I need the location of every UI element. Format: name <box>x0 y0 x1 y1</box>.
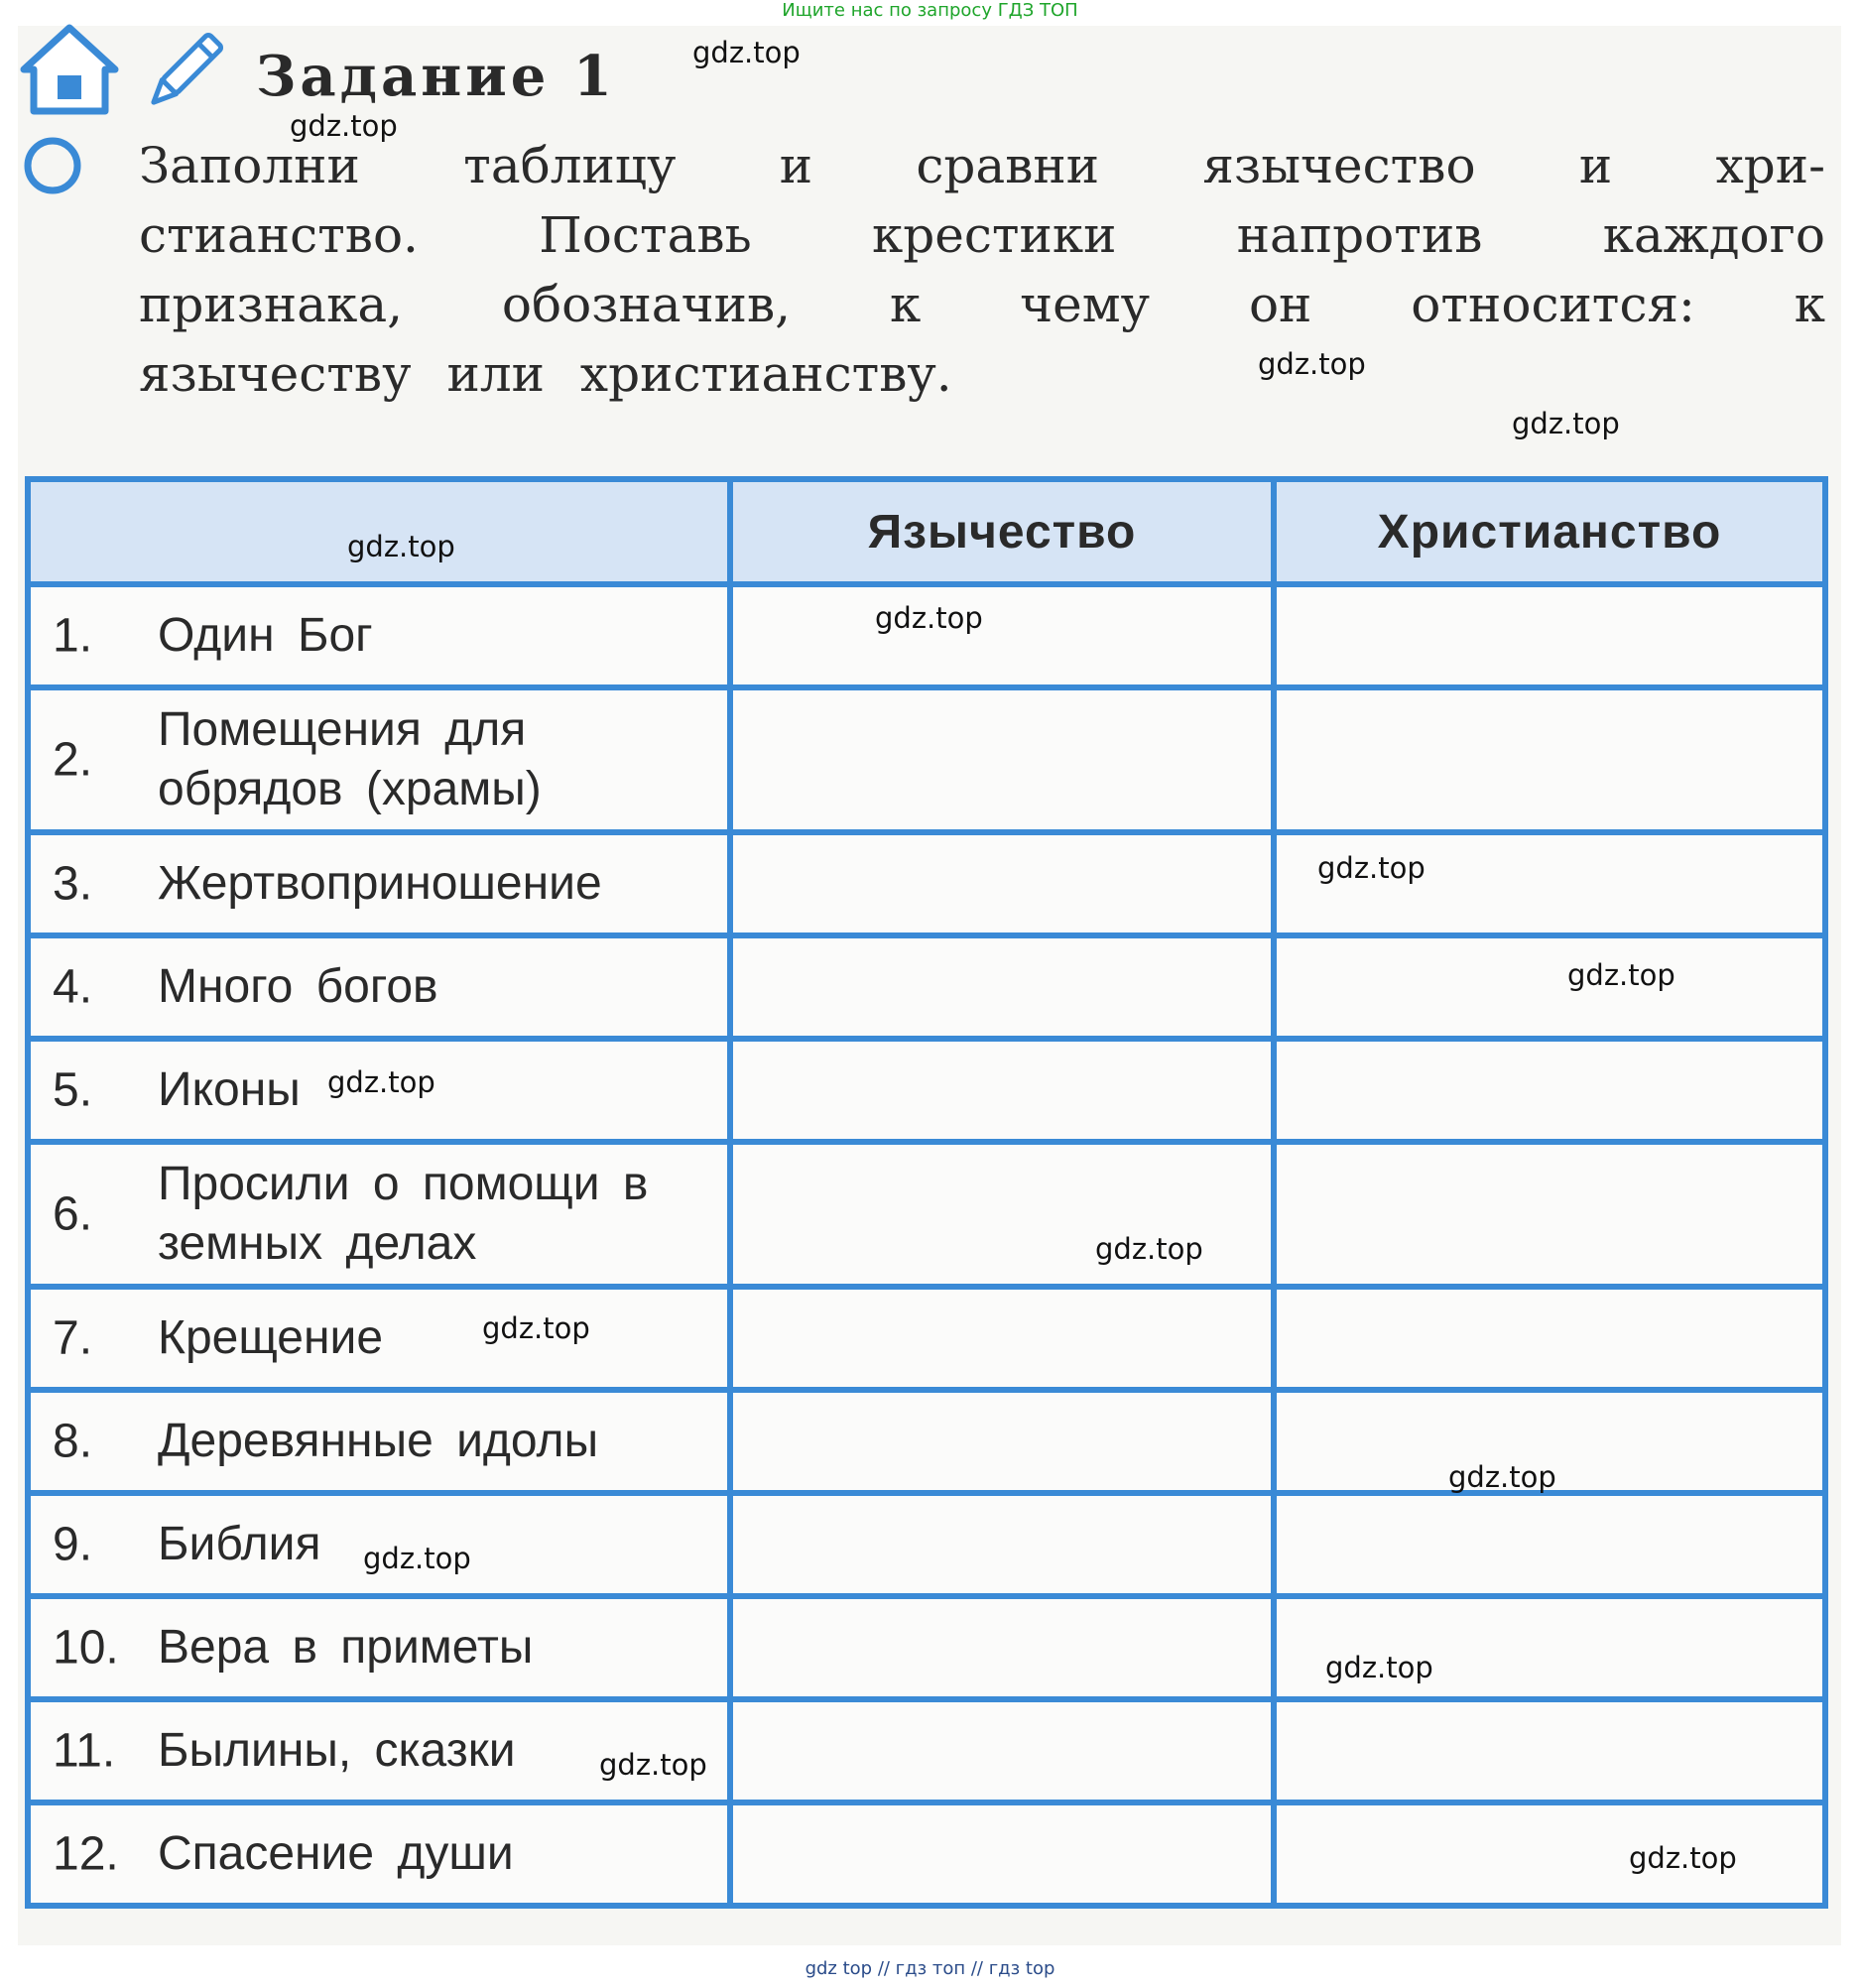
table-row <box>28 1699 1825 1802</box>
paganism-answer-cell[interactable] <box>730 687 1274 832</box>
instruction-line-2: стианство. Поставь крестики напротив каждого <box>139 206 1825 264</box>
feature-cell: 10. Вера в приметы <box>28 1596 730 1699</box>
watermark: gdz.top <box>1629 1841 1737 1875</box>
watermark: gdz.top <box>1258 347 1366 381</box>
table-row <box>28 1802 1825 1906</box>
instruction-line-3: признака, обозначив, к чему он относится: к <box>139 276 1825 333</box>
paganism-answer-cell[interactable] <box>730 1493 1274 1596</box>
feature-cell: 5. Иконы <box>28 1039 730 1142</box>
table-row <box>28 832 1825 935</box>
watermark: gdz.top <box>1317 851 1426 885</box>
watermark: gdz.top <box>875 601 983 635</box>
christianity-answer-cell[interactable] <box>1274 935 1825 1039</box>
table-row <box>28 1287 1825 1390</box>
table-row <box>28 687 1825 832</box>
christianity-answer-cell[interactable] <box>1274 1142 1825 1287</box>
table-row <box>28 1142 1825 1287</box>
circle-icon <box>22 135 83 196</box>
header-cell-paganism: Язычество <box>730 479 1274 584</box>
watermark: gdz.top <box>1325 1651 1433 1684</box>
watermark: gdz.top <box>482 1311 590 1345</box>
paganism-answer-cell[interactable] <box>730 1802 1274 1906</box>
task-title: Задание 1 <box>256 44 616 109</box>
paganism-answer-cell[interactable] <box>730 832 1274 935</box>
paganism-answer-cell[interactable] <box>730 1039 1274 1142</box>
paganism-answer-cell[interactable] <box>730 1390 1274 1493</box>
paganism-answer-cell[interactable] <box>730 1287 1274 1390</box>
table-row <box>28 935 1825 1039</box>
table-header-row <box>28 479 1825 584</box>
watermark: gdz.top <box>327 1065 435 1099</box>
task-instructions <box>139 131 1825 409</box>
instruction-line-1: Заполни таблицу и сравни язычество и хри- <box>139 137 1825 194</box>
feature-cell: 1. Один Бог <box>28 584 730 687</box>
feature-cell: 9. Библия <box>28 1493 730 1596</box>
table-row <box>28 1596 1825 1699</box>
christianity-answer-cell[interactable] <box>1274 1493 1825 1596</box>
watermark: gdz.top <box>1095 1232 1203 1266</box>
paganism-answer-cell[interactable] <box>730 584 1274 687</box>
feature-cell: 4. Много богов <box>28 935 730 1039</box>
home-icon <box>20 24 119 115</box>
christianity-answer-cell[interactable] <box>1274 584 1825 687</box>
paganism-answer-cell[interactable] <box>730 1596 1274 1699</box>
header-cell-christianity: Христианство <box>1274 479 1825 584</box>
watermark: gdz.top <box>1512 407 1620 440</box>
watermark: gdz.top <box>363 1542 471 1575</box>
christianity-answer-cell[interactable] <box>1274 687 1825 832</box>
watermark: gdz.top <box>599 1748 707 1782</box>
watermark: gdz.top <box>347 530 455 563</box>
watermark: gdz.top <box>1448 1460 1556 1494</box>
comparison-table <box>25 476 1828 1909</box>
feature-cell: 3. Жертвоприношение <box>28 832 730 935</box>
feature-cell: 7. Крещение <box>28 1287 730 1390</box>
christianity-answer-cell[interactable] <box>1274 1287 1825 1390</box>
top-banner: Ищите нас по запросу ГДЗ ТОП <box>782 0 1078 21</box>
christianity-answer-cell[interactable] <box>1274 1039 1825 1142</box>
pen-icon <box>139 26 230 117</box>
feature-cell: 11. Былины, сказки <box>28 1699 730 1802</box>
table-row <box>28 1039 1825 1142</box>
paganism-answer-cell[interactable] <box>730 935 1274 1039</box>
table-row <box>28 584 1825 687</box>
feature-cell: 2. Помещения для обрядов (храмы) <box>28 687 730 832</box>
feature-cell: 6. Просили о помощи в земных делах <box>28 1142 730 1287</box>
christianity-answer-cell[interactable] <box>1274 1699 1825 1802</box>
feature-cell: 8. Деревянные идолы <box>28 1390 730 1493</box>
watermark: gdz.top <box>1567 958 1675 992</box>
watermark: gdz.top <box>290 109 398 143</box>
paganism-answer-cell[interactable] <box>730 1699 1274 1802</box>
christianity-answer-cell[interactable] <box>1274 1802 1825 1906</box>
watermark: gdz.top <box>692 36 801 69</box>
feature-cell: 12. Спасение души <box>28 1802 730 1906</box>
table-row <box>28 1493 1825 1596</box>
instruction-line-4: язычеству или христианству. <box>139 345 952 403</box>
bottom-banner: gdz top // гдз топ // гдз top <box>805 1958 1055 1979</box>
